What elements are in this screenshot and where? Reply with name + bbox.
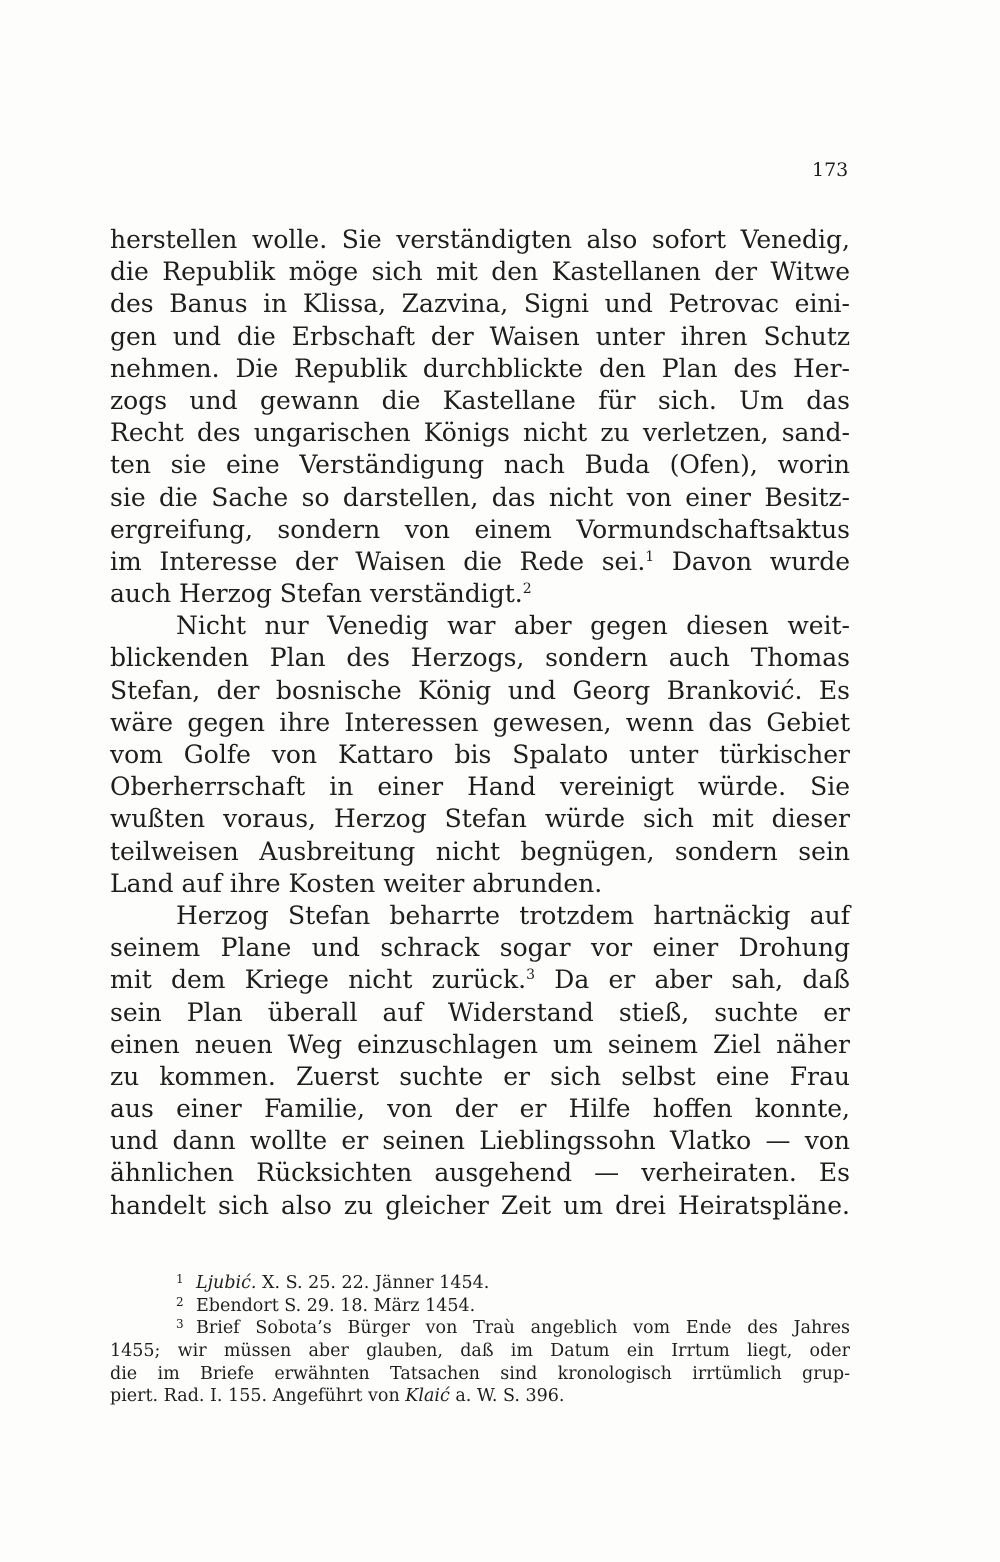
body-line: und dann wollte er seinen Lieblingssohn Vlatko — von <box>110 1126 850 1156</box>
body-line: herstellen wolle. Sie verständigten also sofort Venedig, <box>110 225 850 254</box>
body-line: wäre gegen ihre Interessen gewesen, wenn das Gebiet <box>110 707 850 737</box>
body-text-segment: Da er aber sah, daß <box>535 965 850 995</box>
body-line: sein Plan überall auf Widerstand stieß, suchte er <box>110 997 850 1027</box>
body-line <box>110 964 850 996</box>
footnote-continuation: die im Briefe erwähnten Tatsachen sind kronologisch irrtümlich grup- <box>110 1363 850 1384</box>
footnote: 3 Brief Sobota’s Bürger von Traù angeblich vom Ende des Jahres <box>176 1317 850 1339</box>
body-text-segment: mit dem Kriege nicht zurück. <box>110 965 527 995</box>
body-line: gen und die Erbschaft der Waisen unter ihren Schutz <box>110 321 850 351</box>
footnote-author: Ljubić. <box>196 1273 257 1293</box>
body-line: nehmen. Die Republik durchblickte den Plan des Her- <box>110 353 850 383</box>
body-line: wußten voraus, Herzog Stefan würde sich mit dieser <box>110 804 850 834</box>
footnotes <box>110 1272 850 1408</box>
body-line: Recht des ungarischen Königs nicht zu verletzen, sand- <box>110 418 850 448</box>
body-line: sie die Sache so darstellen, das nicht von einer Besitz- <box>110 482 850 512</box>
body-line: die Republik möge sich mit den Kastellanen der Witwe <box>110 257 850 287</box>
body-line: Nicht nur Venedig war aber gegen diesen weit- <box>176 611 850 641</box>
body-line: blickenden Plan des Herzogs, sondern auch Thomas <box>110 643 850 673</box>
footnote-text: Ebendort S. 29. 18. März 1454. <box>196 1295 476 1316</box>
body-text-segment: Davon wurde <box>654 546 850 576</box>
body-line: ähnlichen Rücksichten ausgehend — verheiraten. Es <box>110 1158 850 1188</box>
body-line: einen neuen Weg einzuschlagen um seinem Ziel näher <box>110 1029 850 1059</box>
footnote-continuation: 1455; wir müssen aber glauben, daß im Datum ein Irrtum liegt, oder <box>110 1341 850 1362</box>
footnote: 2 Ebendort S. 29. 18. März 1454. <box>176 1294 476 1316</box>
body-line: Stefan, der bosnische König und Georg Branković. Es <box>110 675 850 705</box>
body-line: ten sie eine Verständigung nach Buda (Ofen), worin <box>110 450 850 480</box>
body-line: zogs und gewann die Kastellane für sich. Um das <box>110 385 850 415</box>
footnote-text: a. W. S. 396. <box>449 1386 565 1407</box>
body-line: Land auf ihre Kosten weiter abrunden. <box>110 868 603 898</box>
footnote-text: Brief Sobota’s Bürger von Traù angeblich vom Ende des Jahres <box>196 1318 850 1339</box>
footnote-ref: 3 <box>526 967 536 984</box>
body-line: teilweisen Ausbreitung nicht begnügen, sondern sein <box>110 836 850 866</box>
body-line: aus einer Familie, von der er Hilfe hoffen konnte, <box>110 1094 850 1124</box>
footnote: 1 Ljubić. X. S. 25. 22. Jänner 1454. <box>176 1272 490 1293</box>
body-line: handelt sich also zu gleicher Zeit um drei Heiratspläne. <box>110 1190 850 1220</box>
body-text-segment: im Interesse der Waisen die Rede sei. <box>110 546 646 576</box>
page-number: 173 <box>812 159 849 181</box>
footnote-text: X. S. 25. 22. Jänner 1454. <box>256 1273 490 1293</box>
body-text <box>110 224 850 1222</box>
footnote-author: Klaić <box>405 1386 450 1407</box>
footnote-text: piert. Rad. I. 155. Angeführt von <box>110 1386 406 1407</box>
body-line: vom Golfe von Kattaro bis Spalato unter türkischer <box>110 740 850 769</box>
body-line: des Banus in Klissa, Zazvina, Signi und Petrovac eini- <box>110 289 850 319</box>
body-line <box>110 546 850 578</box>
body-text-segment: auch Herzog Stefan verständigt. <box>110 579 523 609</box>
body-line: zu kommen. Zuerst suchte er sich selbst eine Frau <box>110 1061 850 1091</box>
footnote-ref: 1 <box>645 548 655 565</box>
body-line <box>110 578 850 610</box>
footnote-continuation <box>110 1385 850 1408</box>
body-line: seinem Plane und schrack sogar vor einer Drohung <box>110 933 850 963</box>
footnote-ref: 2 <box>522 581 532 598</box>
body-line: ergreifung, sondern von einem Vormundschaftsaktus <box>110 514 850 544</box>
body-line: Oberherrschaft in einer Hand vereinigt würde. Sie <box>110 772 850 802</box>
body-line: Herzog Stefan beharrte trotzdem hartnäckig auf <box>176 900 850 930</box>
